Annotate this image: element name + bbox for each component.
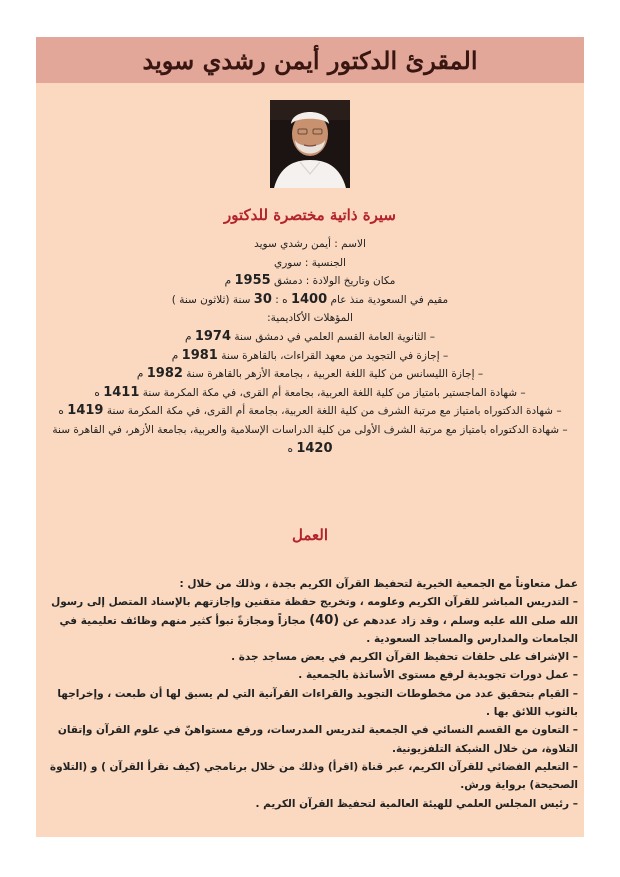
work-item: – التعليم الفضائي للقرآن الكريم، عبر قناة (اقرأ) وذلك من خلال برنامجي (كيف نقرأ القرآن ) و (التلاوة الصحيحة) برواية ورش. (49, 760, 578, 792)
work-intro: عمل متعاوناً مع الجمعية الخيرية لتحفيظ القرآن الكريم بجدة ، وذلك من خلال : (179, 578, 578, 590)
work-item: – التعاون مع القسم النسائي في الجمعية لتدريس المدرسات، ورفع مستواهنّ في علوم القرآن وإتقان التلاوة، من خلال الشبكة التلفزيونية. (57, 724, 578, 755)
work-item: – عمل دورات تجويدية لرفع مستوى الأساتذة بالجمعية . (298, 669, 578, 682)
work-item: – رئيس المجلس العلمي للهيئة العالمية لتحفيظ القرآن الكريم . (255, 797, 578, 810)
title-bar (36, 37, 584, 83)
work-item: – الإشراف على حلقات تحفيظ القرآن الكريم في بعض مساجد جدة . (231, 651, 578, 664)
work-item: – القيام بتحقيق عدد من مخطوطات التجويد والقراءات القرآنية التي لم يسبق لها أن طبعت ، وإخراجها بالثوب اللائق بها . (57, 687, 578, 719)
bio-section (46, 235, 574, 458)
bio-name: الاسم : أيمن رشدي سويد (254, 238, 366, 250)
qualification-item: – شهادة الماجستير بامتياز من كلية اللغة العربية، بجامعة أم القرى، في مكة المكرمة سنة 1411 ه (94, 384, 526, 400)
qualification-item: – شهادة الدكتوراه بامتياز مع مرتبة الشرف من كلية اللغة العربية، بجامعة أم القرى، في مكة المكرمة سنة 1419 ه (58, 403, 562, 419)
qualification-item: – الثانوية العامة القسم العلمي في دمشق سنة 1974 م (184, 328, 436, 344)
portrait-image (270, 100, 350, 188)
bio-nationality: الجنسية : سوري (274, 256, 346, 269)
document-page (36, 37, 584, 837)
bio-heading: سيرة ذاتية مختصرة للدكتور (224, 206, 396, 224)
work-item: – التدريس المباشر للقرآن الكريم وعلومه ، وتخريج حفظة متقنين وإجازتهم بالإسناد المتصل إلى رسول الله صلى الله عليه وسلم ، وقد زاد عددهم عن (40) مجازاً ومجازةً تبوأ كثير منهم وظائف تعليمية في الجامعات والمدارس والمساجد السعودية . (51, 596, 578, 645)
work-section (44, 575, 578, 813)
bio-residence: مقيم في السعودية منذ عام 1400 ه : 30 سنة (ثلاثون سنة ) (171, 291, 449, 307)
work-heading: العمل (291, 526, 328, 544)
qualification-item: – إجازة في التجويد من معهد القراءات، بالقاهرة سنة 1981 م (171, 347, 449, 363)
page-title: المقرئ الدكتور أيمن رشدي سويد (142, 45, 478, 75)
qualification-item: – شهادة الدكتوراه بامتياز مع مرتبة الشرف الأولى من كلية الدراسات الإسلامية والعربية، بجامعة الأزهر، في القاهرة سنة 1420 ه (52, 423, 568, 456)
bio-qualifications-label: المؤهلات الأكاديمية: (267, 312, 353, 325)
qualification-item: – إجازة الليسانس من كلية اللغة العربية ، بجامعة الأزهر بالقاهرة سنة 1982 م (136, 366, 484, 382)
bio-birth: مكان وتاريخ الولادة : دمشق 1955 م (224, 273, 396, 289)
portrait-photo (270, 100, 350, 188)
